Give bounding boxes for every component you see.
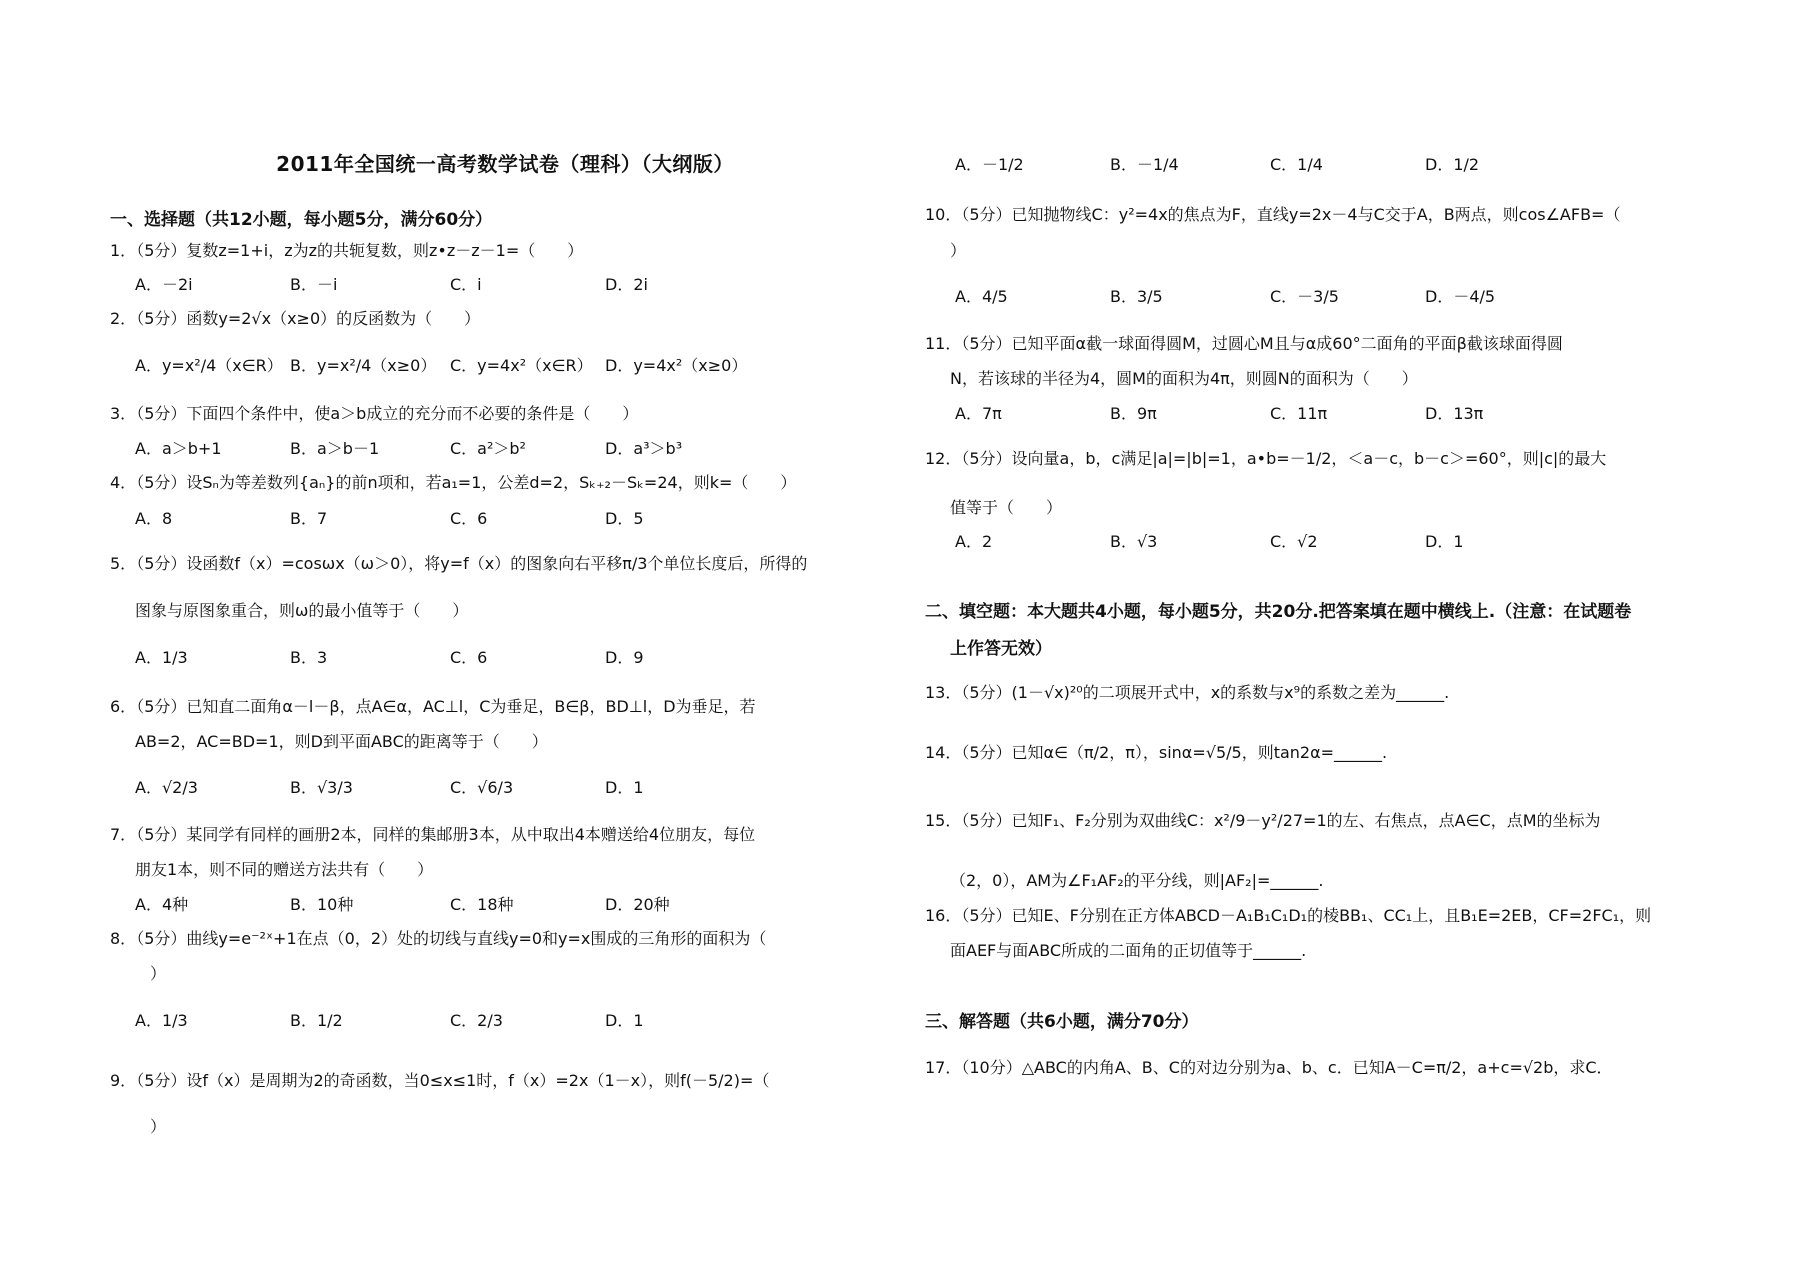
question-11-options	[955, 401, 1715, 427]
question-3-stem: （5分）下面四个条件中，使a＞b成立的充分而不必要的条件是（ ）	[136, 404, 639, 423]
question-16-stem: （5分）已知E、F分别在正方体ABCD－A₁B₁C₁D₁的棱BB₁、CC₁上，且B₁E=2EB，CF=2FC₁，则	[961, 906, 1652, 925]
option-c: C．i	[450, 275, 482, 294]
question-4-num: 4．	[110, 473, 137, 492]
question-1-num: 1．	[110, 241, 137, 260]
question-5-options	[135, 645, 895, 671]
option-d: D．13π	[1425, 404, 1484, 423]
question-11-stem-cont: N，若该球的半径为4，圆M的面积为4π，则圆N的面积为（ ）	[950, 369, 1418, 388]
question-9	[110, 1068, 769, 1091]
section-answer-heading: 三、解答题（共6小题，满分70分）	[925, 1012, 1199, 1032]
option-b: B．－1/4	[1110, 155, 1179, 174]
option-a: A．－1/2	[955, 155, 1024, 174]
question-7-options	[135, 892, 895, 918]
question-8	[110, 926, 766, 949]
question-9-options	[955, 152, 1715, 178]
option-c: C．2/3	[450, 1011, 503, 1030]
question-14-stem: （5分）已知α∈（π/2，π），sinα=√5/5，则tan2α=______.	[961, 743, 1388, 762]
question-9-stem-cont: ）	[150, 1117, 167, 1136]
option-a: A．y=x²/4（x∈R）	[135, 356, 283, 375]
question-14-num: 14．	[925, 743, 962, 762]
question-14	[925, 740, 1387, 763]
option-a: A．a＞b+1	[135, 439, 222, 458]
question-3-num: 3．	[110, 404, 137, 423]
option-c: C．√2	[1270, 532, 1318, 551]
option-a: A．4/5	[955, 287, 1008, 306]
question-9-num: 9．	[110, 1071, 137, 1090]
question-1-options	[135, 272, 895, 298]
option-d: D．1	[1425, 532, 1464, 551]
option-c: C．√6/3	[450, 778, 514, 797]
option-b: B．10种	[290, 895, 354, 914]
option-d: D．2i	[605, 275, 648, 294]
question-16	[925, 903, 1651, 926]
question-2-stem: （5分）函数y=2√x（x≥0）的反函数为（ ）	[136, 309, 481, 328]
option-b: B．3/5	[1110, 287, 1163, 306]
question-10-num: 10．	[925, 205, 962, 224]
question-7-stem-cont: 朋友1本，则不同的赠送方法共有（ ）	[135, 860, 434, 879]
option-b: B．√3	[1110, 532, 1158, 551]
question-5-num: 5．	[110, 554, 137, 573]
option-a: A．4种	[135, 895, 189, 914]
question-7-num: 7．	[110, 825, 137, 844]
section-fill-heading-cont: 上作答无效）	[950, 639, 1052, 659]
question-8-stem-cont: ）	[150, 964, 167, 983]
option-a: A．2	[955, 532, 993, 551]
question-11-num: 11．	[925, 334, 962, 353]
option-a: A．8	[135, 509, 173, 528]
question-17	[925, 1055, 1613, 1078]
question-6-options	[135, 775, 895, 801]
option-d: D．1	[605, 1011, 644, 1030]
question-6	[110, 694, 756, 717]
question-10-stem-cont: ）	[950, 241, 967, 260]
question-12-stem: （5分）设向量a，b，c满足|a|=|b|=1，a•b=－1/2，＜a－c，b－c＞=60°，则|c|的最大	[961, 449, 1607, 468]
question-6-stem: （5分）已知直二面角α－l－β，点A∈α，AC⊥l，C为垂足，B∈β，BD⊥l，D为垂足，若	[136, 697, 756, 716]
question-5-stem-cont: 图象与原图象重合，则ω的最小值等于（ ）	[135, 601, 469, 620]
option-d: D．a³＞b³	[605, 439, 683, 458]
question-7	[110, 822, 755, 845]
option-c: C．6	[450, 648, 488, 667]
question-7-stem: （5分）某同学有同样的画册2本，同样的集邮册3本，从中取出4本赠送给4位朋友，每位	[136, 825, 756, 844]
question-5-stem: （5分）设函数f（x）=cosωx（ω＞0），将y=f（x）的图象向右平移π/3个单位长度后，所得的	[136, 554, 808, 573]
question-13-stem: （5分）(1－√x)²⁰的二项展开式中，x的系数与x⁹的系数之差为______.	[961, 683, 1450, 702]
question-15-num: 15．	[925, 811, 962, 830]
question-12-num: 12．	[925, 449, 962, 468]
option-c: C．11π	[1270, 404, 1328, 423]
question-6-stem-cont: AB=2，AC=BD=1，则D到平面ABC的距离等于（ ）	[135, 732, 548, 751]
question-5	[110, 551, 807, 574]
question-8-num: 8．	[110, 929, 137, 948]
option-a: A．－2i	[135, 275, 193, 294]
question-11	[925, 331, 1563, 354]
option-b: B．9π	[1110, 404, 1157, 423]
option-d: D．y=4x²（x≥0）	[605, 356, 748, 375]
option-c: C．18种	[450, 895, 514, 914]
question-2	[110, 306, 480, 329]
question-10-stem: （5分）已知抛物线C：y²=4x的焦点为F，直线y=2x－4与C交于A，B两点，则cos∠AFB=（	[961, 205, 1621, 224]
option-d: D．－4/5	[1425, 287, 1496, 306]
option-b: B．1/2	[290, 1011, 343, 1030]
option-c: C．1/4	[1270, 155, 1323, 174]
option-a: A．√2/3	[135, 778, 198, 797]
section-choice-heading: 一、选择题（共12小题，每小题5分，满分60分）	[110, 210, 493, 230]
question-3-options	[135, 436, 895, 462]
question-11-stem: （5分）已知平面α截一球面得圆M，过圆心M且与α成60°二面角的平面β截该球面得圆	[961, 334, 1563, 353]
question-8-stem: （5分）曲线y=e⁻²ˣ+1在点（0，2）处的切线与直线y=0和y=x围成的三角形的面积为（	[136, 929, 767, 948]
question-2-options	[135, 353, 895, 379]
option-c: C．y=4x²（x∈R）	[450, 356, 593, 375]
option-c: C．－3/5	[1270, 287, 1339, 306]
option-d: D．9	[605, 648, 644, 667]
question-2-num: 2．	[110, 309, 137, 328]
question-12	[925, 446, 1606, 469]
option-d: D．20种	[605, 895, 670, 914]
option-a: A．1/3	[135, 1011, 188, 1030]
option-b: B．－i	[290, 275, 338, 294]
question-13-num: 13．	[925, 683, 962, 702]
question-16-stem-cont: 面AEF与面ABC所成的二面角的正切值等于______.	[950, 941, 1307, 960]
option-b: B．7	[290, 509, 328, 528]
question-4	[110, 470, 796, 493]
question-6-num: 6．	[110, 697, 137, 716]
question-4-options	[135, 506, 895, 532]
page-title: 2011年全国统一高考数学试卷（理科）（大纲版）	[276, 152, 734, 176]
question-4-stem: （5分）设Sₙ为等差数列{aₙ}的前n项和，若a₁=1，公差d=2，Sₖ₊₂－Sₖ=24，则k=（ ）	[136, 473, 797, 492]
question-15	[925, 808, 1601, 831]
question-16-num: 16．	[925, 906, 962, 925]
question-12-stem-cont: 值等于（ ）	[950, 498, 1063, 517]
option-b: B．3	[290, 648, 328, 667]
question-12-options	[955, 529, 1715, 555]
option-b: B．y=x²/4（x≥0）	[290, 356, 437, 375]
question-3	[110, 401, 638, 424]
option-b: B．a＞b－1	[290, 439, 380, 458]
question-15-stem: （5分）已知F₁、F₂分别为双曲线C：x²/9－y²/27=1的左、右焦点，点A∈C，点M的坐标为	[961, 811, 1601, 830]
option-d: D．5	[605, 509, 644, 528]
question-10	[925, 202, 1620, 225]
question-1-stem: （5分）复数z=1+i，z为z的共轭复数，则z•z－z－1=（ ）	[136, 241, 584, 260]
option-a: A．7π	[955, 404, 1002, 423]
question-9-stem: （5分）设f（x）是周期为2的奇函数，当0≤x≤1时，f（x）=2x（1－x），则f(－5/2)=（	[136, 1071, 770, 1090]
question-10-options	[955, 284, 1715, 310]
question-17-num: 17．	[925, 1058, 962, 1077]
option-a: A．1/3	[135, 648, 188, 667]
option-b: B．√3/3	[290, 778, 353, 797]
question-13	[925, 680, 1449, 703]
question-15-stem-cont: （2，0），AM为∠F₁AF₂的平分线，则|AF₂|=______.	[950, 871, 1324, 890]
section-fill-heading: 二、填空题：本大题共4小题，每小题5分，共20分.把答案填在题中横线上.（注意：在试题卷	[925, 602, 1632, 622]
question-1	[110, 238, 583, 261]
option-d: D．1/2	[1425, 155, 1480, 174]
option-c: C．a²＞b²	[450, 439, 526, 458]
option-c: C．6	[450, 509, 488, 528]
option-d: D．1	[605, 778, 644, 797]
question-17-stem: （10分）△ABC的内角A、B、C的对边分别为a、b、c．已知A－C=π/2，a+c=√2b，求C．	[961, 1058, 1613, 1077]
question-8-options	[135, 1008, 895, 1034]
